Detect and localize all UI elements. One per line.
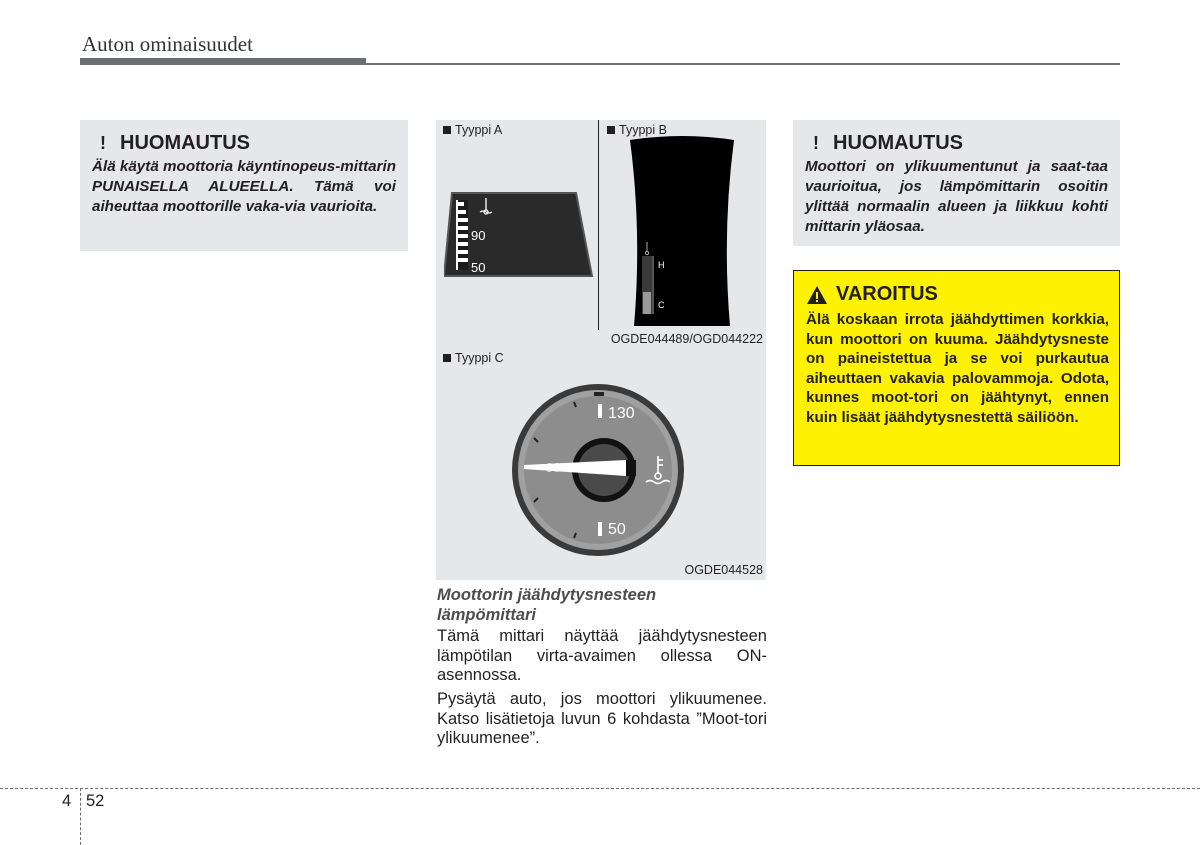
type-a-mark-90: 90	[471, 228, 486, 243]
footer-divider	[80, 788, 81, 845]
type-c-gauge-illustration	[508, 380, 688, 560]
type-b-mark-h: H	[658, 260, 665, 270]
exclamation-icon: !	[100, 133, 106, 153]
figure-code-ab: OGDE044489/OGD044222	[610, 332, 763, 346]
figure-label-text: Tyyppi B	[619, 123, 667, 137]
figure-label-type-a	[443, 123, 502, 137]
header-bar	[80, 58, 366, 65]
type-a-mark-50: 50	[471, 260, 486, 275]
body-paragraph-2: Pysäytä auto, jos moottori ylikuumenee. Katso lisätietoja luvun 6 kohdasta ”Moot-tori ylikuumenee”.	[437, 690, 767, 748]
bullet-square-icon	[443, 354, 451, 362]
bullet-square-icon	[443, 126, 451, 134]
note-text-right: Moottori on ylikuumentunut ja saat-taa vaurioitua, jos lämpömittarin osoitin ylittää normaalin alueen ja liikkuu kohti mittarin yläosaa.	[805, 158, 1108, 235]
caption-line: lämpömittari	[437, 606, 537, 624]
figure-divider	[598, 120, 599, 330]
type-c-mark-50: 50	[608, 521, 626, 538]
bullet-square-icon	[607, 126, 615, 134]
header-rule	[366, 63, 1120, 65]
header-title: Auton ominaisuudet	[82, 32, 253, 56]
figure-label-text: Tyyppi A	[455, 123, 503, 137]
type-b-gauge-illustration	[626, 132, 738, 330]
warning-text: Älä koskaan irrota jäähdyttimen korkkia, kun moottori on kuuma. Jäähdytysneste on paineistettua ja se voi purkautua aiheuttaen vakavia palovammoja. Odota, kunnes moot-tori on jäähtynyt, ennen kuin lisäät jäähdytysnestettä säiliöön.	[806, 311, 1109, 426]
note-box-left	[80, 120, 408, 251]
warning-box	[793, 270, 1120, 466]
caption-line: Moottorin jäähdytysnesteen	[437, 586, 657, 604]
type-c-mark-130: 130	[608, 405, 635, 422]
note-title-right	[805, 132, 1108, 155]
note-box-right	[793, 120, 1120, 246]
figure-code-c: OGDE044528	[684, 563, 763, 577]
chapter-number: 4	[62, 792, 72, 810]
exclamation-icon: !	[813, 133, 819, 153]
figure-type-ab	[436, 120, 766, 348]
note-title-left	[92, 132, 396, 155]
type-a-gauge-illustration	[444, 188, 594, 280]
body-paragraph-1: Tämä mittari näyttää jäähdytysnesteen lämpötilan virta-avaimen ollessa ON-asennossa.	[437, 627, 767, 685]
note-text-left: Älä käytä moottoria käyntinopeus-mittarin PUNAISELLA ALUEELLA. Tämä voi aiheuttaa moottorille vaka-via vaurioita.	[92, 158, 396, 215]
warning-title	[806, 283, 1109, 306]
page-number: 52	[86, 792, 105, 810]
figure-type-c	[436, 348, 766, 580]
type-b-mark-c: C	[658, 300, 665, 310]
note-title-text: HUOMAUTUS	[833, 132, 963, 154]
warning-title-text: VAROITUS	[836, 283, 938, 305]
figure-caption	[437, 585, 767, 625]
figure-label-text: Tyyppi C	[455, 351, 504, 365]
figure-label-type-c	[443, 351, 504, 365]
footer-rule	[0, 788, 1200, 789]
note-title-text: HUOMAUTUS	[120, 132, 250, 154]
warning-triangle-icon	[806, 285, 828, 305]
